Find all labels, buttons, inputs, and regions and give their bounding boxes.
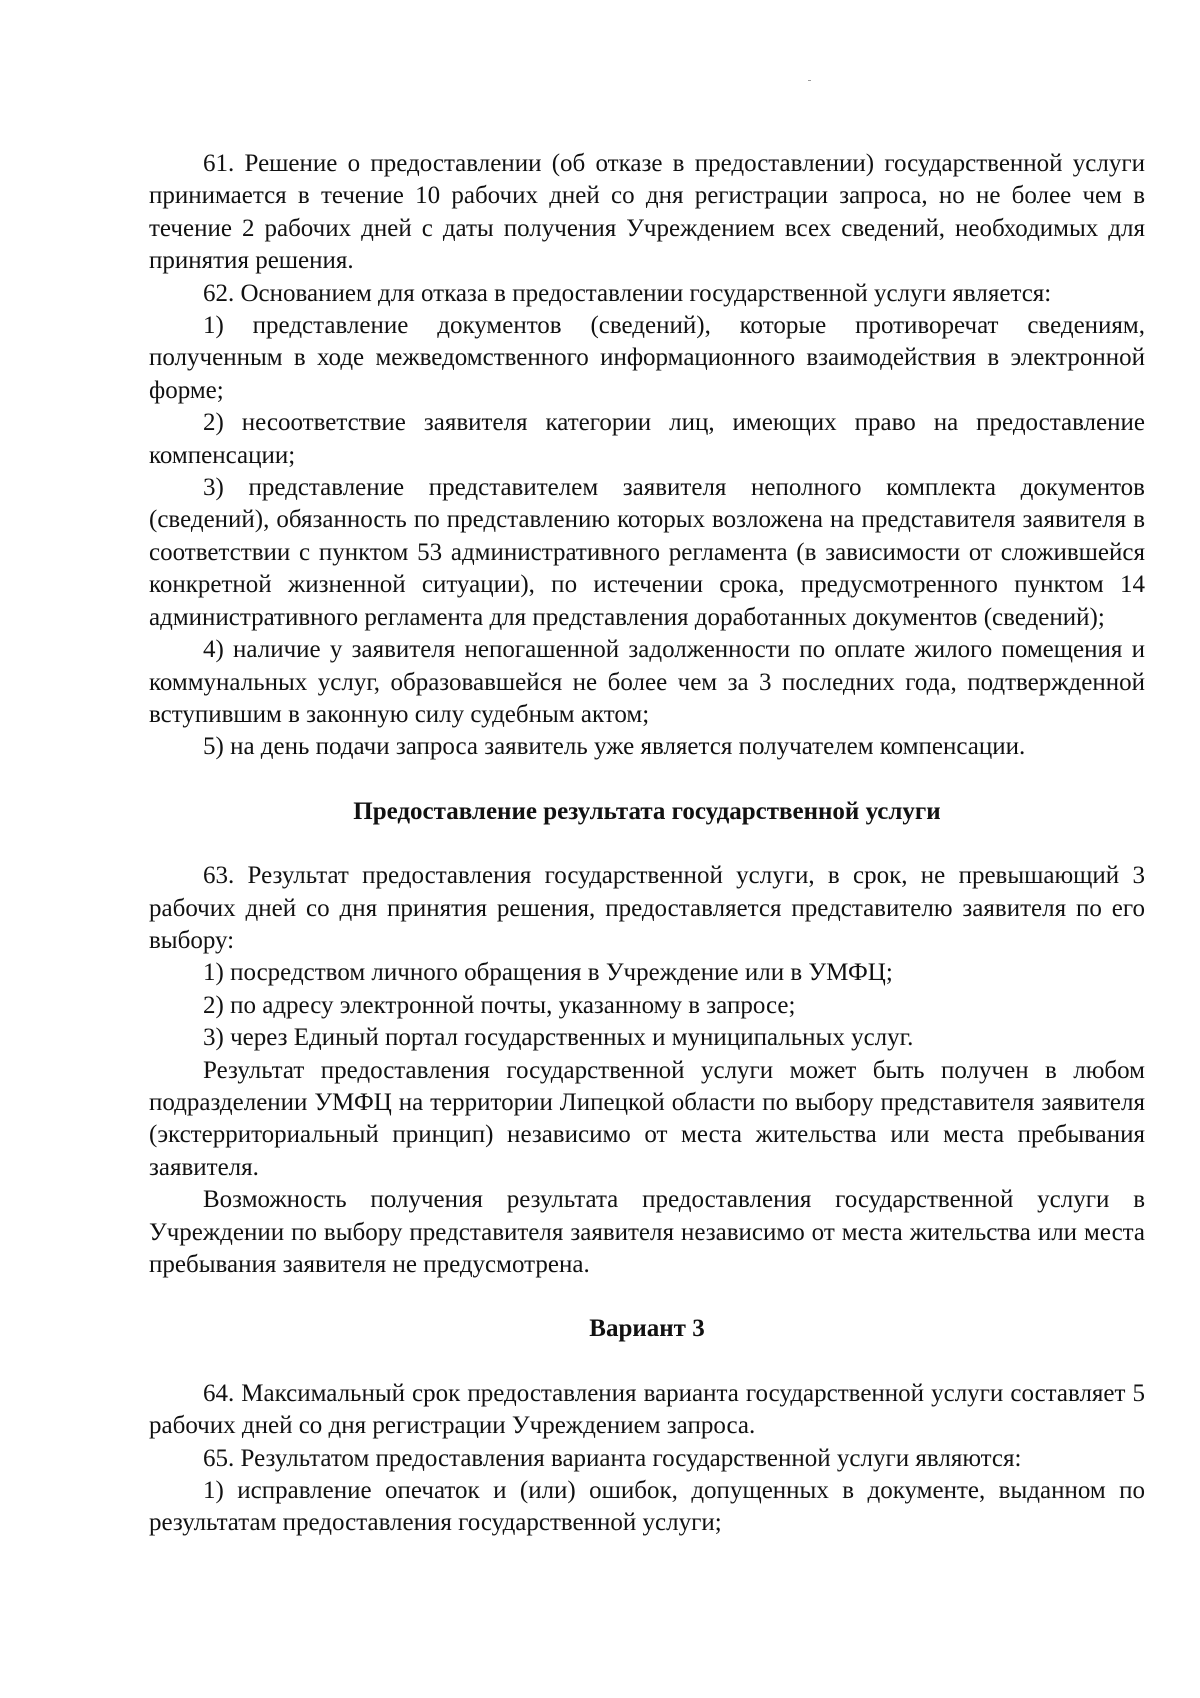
paragraph-63-extraterritorial: Результат предоставления государственной услуги может быть получен в любом подразделении УМФЦ на территории Липецкой области по выбору представителя заявителя (экстерриториальный принцип) независимо от места жительства или места пребывания заявителя. bbox=[149, 1056, 1145, 1181]
document-page bbox=[149, 148, 1145, 1540]
list-item-62-2: 2) несоответствие заявителя категории лиц, имеющих право на предоставление компенсации; bbox=[149, 409, 1145, 469]
paragraph-63-institution: Возможность получения результата предоставления государственной услуги в Учреждении по выбору представителя заявителя независимо от места жительства или места пребывания заявителя не предусмотрена. bbox=[149, 1186, 1145, 1278]
list-item-62-5: 5) на день подачи запроса заявитель уже является получателем компенсации. bbox=[203, 733, 1026, 761]
list-item-62-3: 3) представление представителем заявителя неполного комплекта документов (сведений), обязанность по представлению которых возложена на представителя заявителя в соответствии с пунктом 53 административного регламента (в зависимости от сложившейся конкретной жизненной ситуации), по истечении срока, предусмотренного пунктом 14 административного регламента для представления доработанных документов (сведений); bbox=[149, 474, 1145, 631]
section-heading-result: Предоставление результата государственной услуги bbox=[353, 797, 941, 825]
scan-speck bbox=[808, 80, 811, 81]
section-heading-variant-3: Вариант 3 bbox=[589, 1315, 705, 1343]
paragraph-65: 65. Результатом предоставления варианта государственной услуги являются: bbox=[203, 1444, 1022, 1472]
list-item-63-3: 3) через Единый портал государственных и муниципальных услуг. bbox=[203, 1024, 914, 1052]
paragraph-63: 63. Результат предоставления государственной услуги, в срок, не превышающий 3 рабочих дней со дня принятия решения, предоставляется представителю заявителя по его выбору: bbox=[149, 862, 1145, 954]
list-item-63-1: 1) посредством личного обращения в Учреждение или в УМФЦ; bbox=[203, 959, 893, 987]
list-item-62-1: 1) представление документов (сведений), которые противоречат сведениям, полученным в ходе межведомственного информационного взаимодействия в электронной форме; bbox=[149, 312, 1145, 404]
list-item-63-2: 2) по адресу электронной почты, указанному в запросе; bbox=[203, 991, 796, 1019]
paragraph-64: 64. Максимальный срок предоставления варианта государственной услуги составляет 5 рабочих дней со дня регистрации Учреждением запроса. bbox=[149, 1379, 1145, 1440]
list-item-62-4: 4) наличие у заявителя непогашенной задолженности по оплате жилого помещения и коммунальных услуг, образовавшейся не более чем за 3 последних года, подтвержденной вступившим в законную силу судебным актом; bbox=[149, 636, 1145, 728]
paragraph-62: 62. Основанием для отказа в предоставлении государственной услуги является: bbox=[203, 279, 1052, 307]
paragraph-61: 61. Решение о предоставлении (об отказе в предоставлении) государственной услуги принимается в течение 10 рабочих дней со дня регистрации запроса, но не более чем в течение 2 рабочих дней с даты получения Учреждением всех сведений, необходимых для принятия решения. bbox=[149, 150, 1145, 275]
list-item-65-1: 1) исправление опечаток и (или) ошибок, допущенных в документе, выданном по результатам предоставления государственной услуги; bbox=[149, 1477, 1145, 1537]
